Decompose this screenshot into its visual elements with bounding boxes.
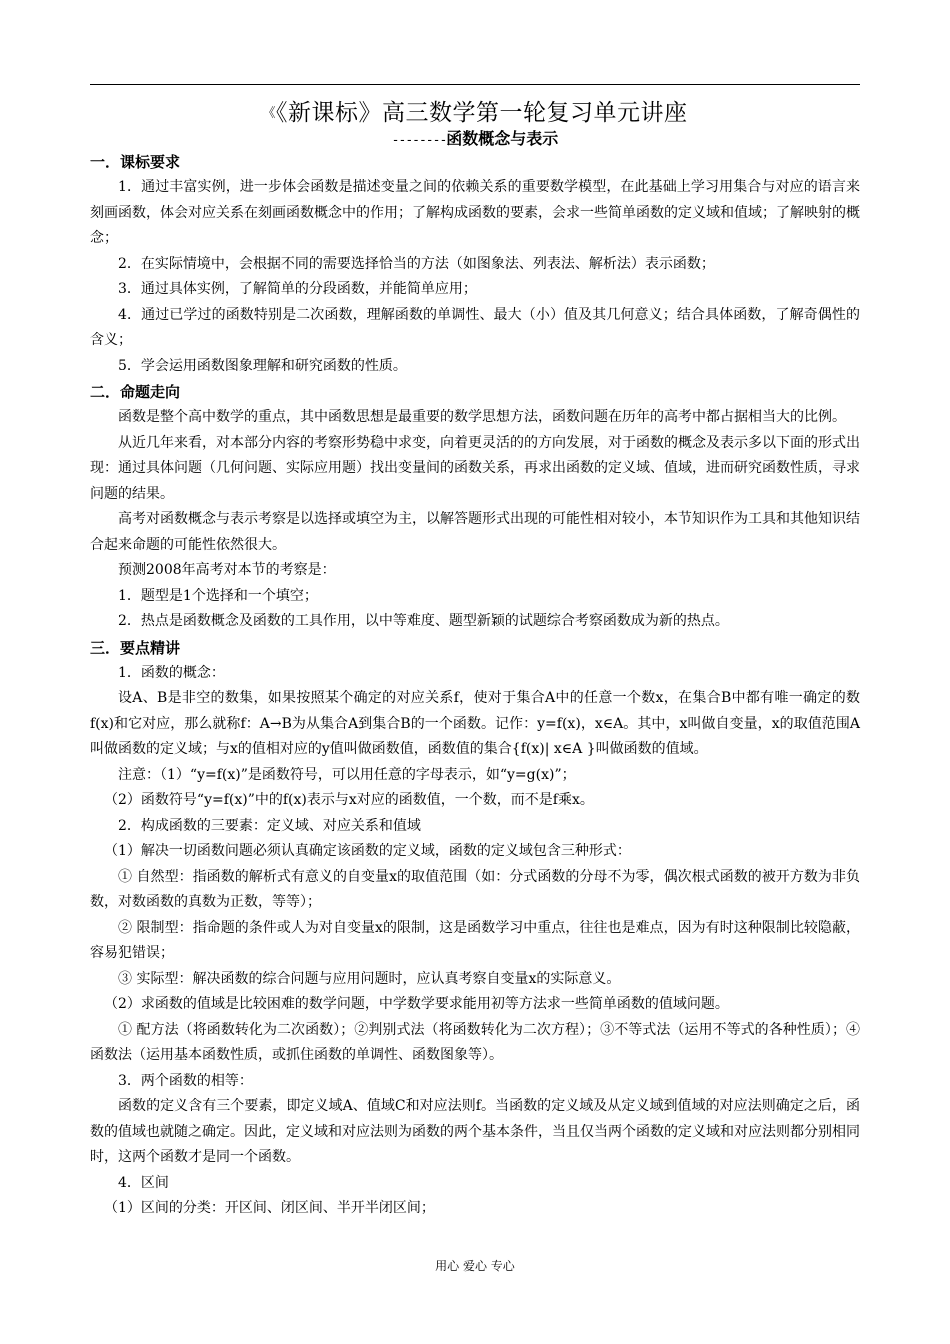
paragraph: 5．学会运用函数图象理解和研究函数的性质。 bbox=[118, 357, 407, 374]
paragraph: 4．通过已学过的函数特别是二次函数，理解函数的单调性、最大（小）值及其几何意义；结合具体函数，了解奇偶性的含义； bbox=[90, 306, 860, 348]
paragraph: 高考对函数概念与表示考察是以选择或填空为主，以解答题形式出现的可能性相对较小，本节知识作为工具和其他知识结合起来命题的可能性依然很大。 bbox=[90, 511, 860, 553]
paragraph: 1．函数的概念： bbox=[118, 664, 225, 681]
paragraph: 预测2008年高考对本节的考察是： bbox=[118, 562, 336, 578]
paragraph: 设A、B是非空的数集，如果按照某个确定的对应关系f，使对于集合A中的任意一个数x，在集合B中都有唯一确定的数f(x)和它对应，那么就称f：A→B为从集合A到集合B的一个函数。记作：y=f(x)，x∈A。其中，x叫做自变量，x的取值范围A叫做函数的定义域；与x的值相对应的y值叫做函数值，函数值的集合{f(x)| x∈A }叫做函数的值域。 bbox=[90, 690, 860, 757]
paragraph: （2）求函数的值域是比较困难的数学问题，中学数学要求能用初等方法求一些简单函数的值域问题。 bbox=[104, 996, 729, 1012]
paragraph: ② 限制型：指命题的条件或人为对自变量x的限制，这是函数学习中重点，往往也是难点，因为有时这种限制比较隐蔽，容易犯错误； bbox=[90, 919, 860, 961]
document-body bbox=[90, 149, 860, 1222]
paragraph: 1．通过丰富实例，进一步体会函数是描述变量之间的依赖关系的重要数学模型，在此基础上学习用集合与对应的语言来刻画函数，体会对应关系在刻画函数概念中的作用；了解构成函数的要素，会求一些简单函数的定义域和值域；了解映射的概念； bbox=[90, 179, 860, 246]
paragraph: 从近几年来看，对本部分内容的考察形势稳中求变，向着更灵活的的方向发展，对于函数的概念及表示多以下面的形式出现：通过具体问题（几何问题、实际应用题）找出变量间的函数关系，再求出函数的定义域、值域，进而研究函数性质，寻求问题的结果。 bbox=[90, 434, 860, 502]
title-prefix: 《 bbox=[262, 106, 276, 121]
page-footer: 用心 爱心 专心 bbox=[435, 1259, 515, 1273]
paragraph: （1）解决一切函数问题必须认真确定该函数的定义域，函数的定义域包含三种形式： bbox=[104, 843, 631, 859]
paragraph: （1）区间的分类：开区间、闭区间、半开半闭区间； bbox=[104, 1200, 435, 1216]
subtitle-dashes: -------- bbox=[391, 133, 447, 148]
paragraph: ① 自然型：指函数的解析式有意义的自变量x的取值范围（如：分式函数的分母不为零，偶次根式函数的被开方数为非负数，对数函数的真数为正数，等等）； bbox=[90, 868, 860, 910]
paragraph: （2）函数符号“y=f(x)”中的f(x)表示与x对应的函数值，一个数，而不是f乘x。 bbox=[104, 792, 594, 808]
paragraph: 2．热点是函数概念及函数的工具作用，以中等难度、题型新颖的试题综合考察函数成为新的热点。 bbox=[118, 613, 729, 629]
paragraph: 注意：（1）“y=f(x)”是函数符号，可以用任意的字母表示，如“y=g(x)”； bbox=[118, 766, 576, 783]
page-title bbox=[90, 98, 860, 129]
paragraph: 函数是整个高中数学的重点，其中函数思想是最重要的数学思想方法，函数问题在历年的高考中都占据相当大的比例。 bbox=[118, 409, 846, 425]
paragraph: 1．题型是1个选择和一个填空； bbox=[118, 587, 318, 604]
paragraph: 函数的定义含有三个要素，即定义域A、值域C和对应法则f。当函数的定义域及从定义域到值域的对应法则确定之后，函数的值域也就随之确定。因此，定义域和对应法则为函数的两个基本条件，当且仅当两个函数的定义域和对应法则都分别相同时，这两个函数才是同一个函数。 bbox=[90, 1098, 860, 1165]
paragraph: 2．在实际情境中，会根据不同的需要选择恰当的方法（如图象法、列表法、解析法）表示函数； bbox=[118, 255, 715, 272]
paragraph: 3．通过具体实例，了解简单的分段函数，并能简单应用； bbox=[118, 281, 477, 297]
title-text: 《新课标》高三数学第一轮复习单元讲座 bbox=[276, 100, 688, 126]
paragraph: ① 配方法（将函数转化为二次函数）；②判别式法（将函数转化为二次方程）；③不等式法（运用不等式的各种性质）；④函数法（运用基本函数性质，或抓住函数的单调性、函数图象等）。 bbox=[90, 1021, 860, 1063]
paragraph: ③ 实际型：解决函数的综合问题与应用问题时，应认真考察自变量x的实际意义。 bbox=[118, 970, 621, 987]
section-heading-1: 一．课标要求 bbox=[90, 153, 181, 171]
paragraph: 4．区间 bbox=[118, 1174, 169, 1191]
subtitle-text: 函数概念与表示 bbox=[446, 129, 559, 148]
paragraph: 2．构成函数的三要素：定义域、对应关系和值域 bbox=[118, 817, 421, 834]
top-rule bbox=[90, 84, 860, 85]
section-heading-2: 二．命题走向 bbox=[90, 383, 181, 401]
paragraph: 3．两个函数的相等： bbox=[118, 1072, 253, 1089]
section-heading-3: 三．要点精讲 bbox=[90, 638, 181, 657]
